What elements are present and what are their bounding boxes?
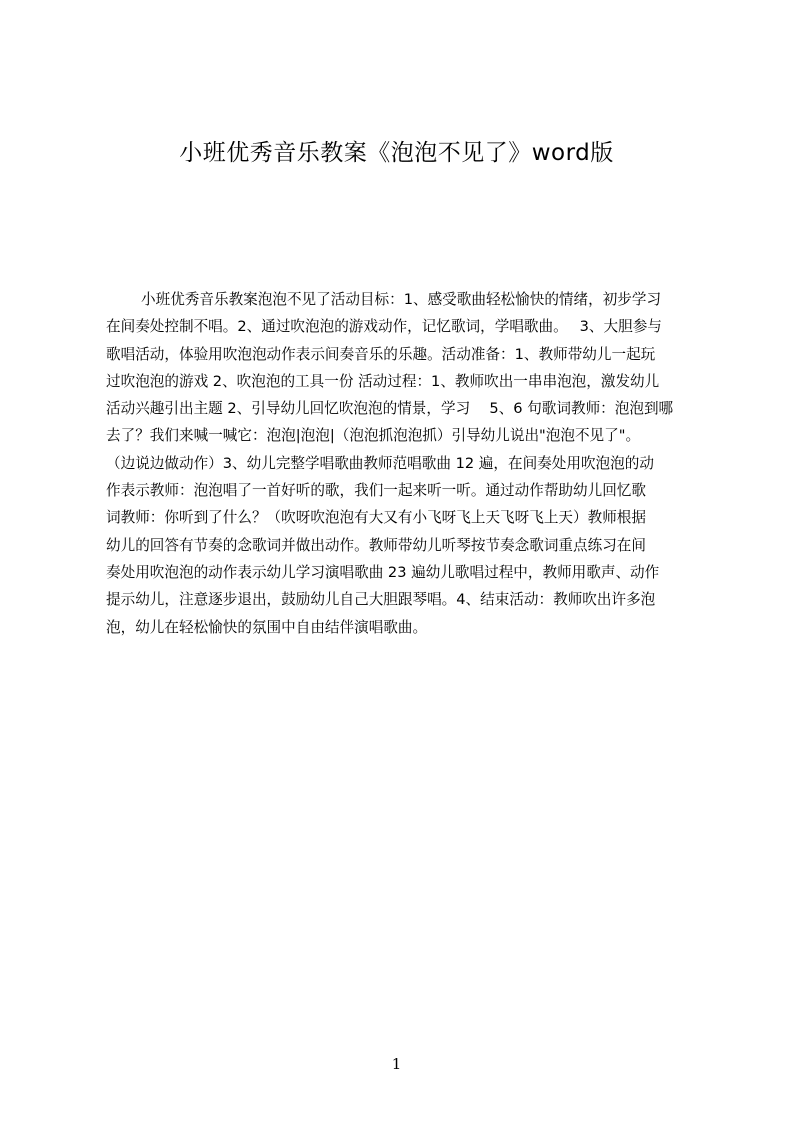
- body-line: 歌唱活动，体验用吹泡泡动作表示间奏音乐的乐趣。活动准备：1、教师带幼儿一起玩: [106, 345, 656, 363]
- body-line: 作表示教师：泡泡唱了一首好听的歌，我们一起来听一听。通过动作帮助幼儿回忆歌: [106, 482, 646, 500]
- document-title: 小班优秀音乐教案《泡泡不见了》word版: [179, 140, 614, 166]
- body-line: 提示幼儿，注意逐步退出，鼓励幼儿自己大胆跟琴唱。4、结束活动：教师吹出许多泡: [106, 591, 656, 609]
- body-line: 奏处用吹泡泡的动作表示幼儿学习演唱歌曲 23 遍幼儿歌唱过程中，教师用歌声、动作: [106, 563, 660, 581]
- page-number: 1: [391, 1055, 402, 1073]
- body-line: 泡，幼儿在轻松愉快的氛围中自由结伴演唱歌曲。: [106, 618, 428, 636]
- body-line: 过吹泡泡的游戏 2、吹泡泡的工具一份 活动过程：1、教师吹出一串串泡泡，激发幼儿: [106, 372, 660, 390]
- body-line: 词教师：你听到了什么？（吹呀吹泡泡有大又有小飞呀飞上天飞呀飞上天）教师根据: [106, 509, 646, 527]
- body-line: 在间奏处控制不唱。2、通过吹泡泡的游戏动作，记忆歌词，学唱歌曲。 3、大胆参与: [106, 318, 662, 336]
- body-line: 幼儿的回答有节奏的念歌词并做出动作。教师带幼儿听琴按节奏念歌词重点练习在间: [106, 536, 646, 554]
- body-line: （边说边做动作）3、幼儿完整学唱歌曲教师范唱歌曲 12 遍，在间奏处用吹泡泡的动: [106, 454, 654, 472]
- body-line: 活动兴趣引出主题 2、引导幼儿回忆吹泡泡的情景，学习 5、6 句歌词教师：泡泡到哪: [106, 400, 674, 418]
- body-line: 去了？我们来喊一喊它：泡泡|泡泡|（泡泡抓泡泡抓）引导幼儿说出"泡泡不见了"。: [106, 427, 641, 445]
- body-line: 小班优秀音乐教案泡泡不见了活动目标：1、感受歌曲轻松愉快的情绪，初步学习: [141, 291, 662, 308]
- body-paragraph: [106, 286, 699, 646]
